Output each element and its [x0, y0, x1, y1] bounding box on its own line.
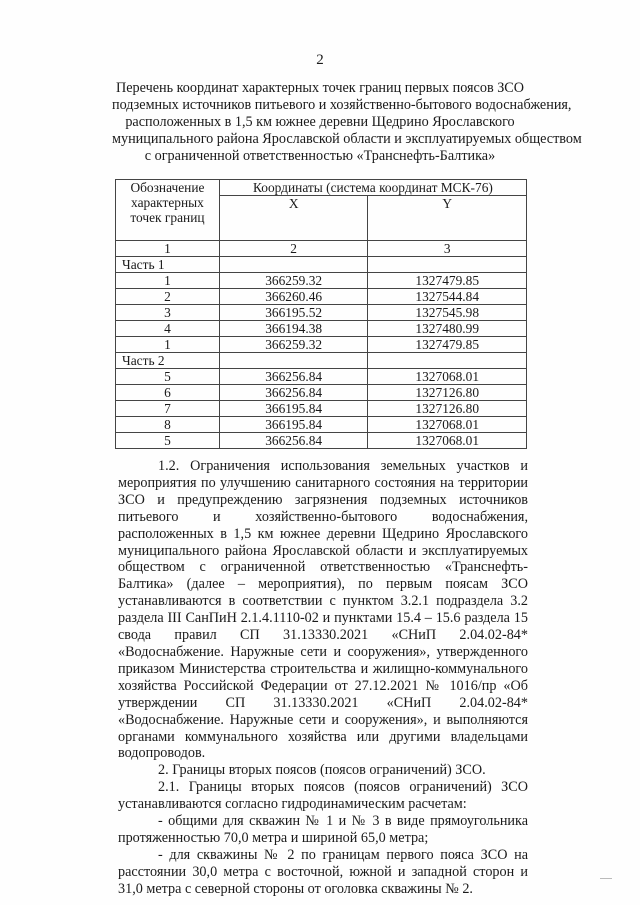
y-value: 1327126.80 [368, 385, 527, 401]
point-id: 2 [116, 289, 220, 305]
table-header-row [116, 180, 527, 196]
part-label: Часть 2 [116, 353, 220, 369]
table-row [116, 289, 527, 305]
header-y: Y [368, 196, 527, 241]
paragraph-2-1: 2.1. Границы вторых поясов (поясов ограничений) ЗСО устанавливаются согласно гидродинамическим расчетам: [118, 779, 528, 813]
table-row [116, 385, 527, 401]
title-line: расположенных в 1,5 км южнее деревни Щедрино Ярославского [125, 114, 515, 130]
scan-mark [600, 878, 612, 879]
table-row [116, 337, 527, 353]
y-value: 1327545.98 [368, 305, 527, 321]
header-x: X [219, 196, 368, 241]
y-value: 1327544.84 [368, 289, 527, 305]
y-value: 1327068.01 [368, 369, 527, 385]
body-text [118, 458, 528, 898]
header-point-designation: Обозначение характерных точек границ [116, 180, 220, 241]
title-line: с ограниченной ответственностью «Транснефть-Балтика» [144, 148, 496, 164]
point-id: 1 [116, 337, 220, 353]
paragraph-2-1-a: - общими для скважин № 1 и № 3 в виде прямоугольника протяженностью 70,0 метра и шириной 65,0 метра; [118, 813, 528, 846]
page-number: 2 [316, 52, 324, 68]
point-id: 6 [116, 385, 220, 401]
table-row [116, 433, 527, 449]
x-value: 366195.84 [219, 401, 368, 417]
coordinates-table [115, 179, 527, 449]
y-value: 1327068.01 [368, 433, 527, 449]
x-value: 366194.38 [219, 321, 368, 337]
point-id: 7 [116, 401, 220, 417]
title-line: Перечень координат характерных точек границ первых поясов ЗСО [115, 80, 525, 96]
paragraph-1-2: 1.2. Ограничения использования земельных участков и мероприятия по улучшению санитарного состояния на территории ЗСО и предупреждению загрязнения подземных источников питьевого и хозяйственно-бытового водоснабжения, расположенных в 1,5 км южнее деревни Щедрино Ярославского муниципального района Ярославской области и эксплуатируемых обществом с ограниченной ответственностью «Транснефть-Балтика» (далее – мероприятия), по первым поясам ЗСО устанавливаются в соответствии с пунктом 3.2.1 подраздела 3.2 раздела III СанПиН 2.1.4.1110-02 и пунктами 15.4 – 15.6 раздела 15 свода правил СП 31.13330.2021 «СНиП 2.04.02-84* «Водоснабжение. Наружные сети и сооружения», утвержденного приказом Министерства строительства и жилищно-коммунального хозяйства Российской Федерации от 27.12.2021 № 1016/пр «Об утверждении СП 31.13330.2021 «СНиП 2.04.02-84* «Водоснабжение. Наружные сети и сооружения», и выполняются органами коммунального хозяйства или другими владельцами водопроводов. [118, 458, 528, 762]
paragraph-2-1-b: - для скважины № 2 по границам первого пояса ЗСО на расстоянии 30,0 метра с восточной, южной и западной сторон и 31,0 метра с северной стороны от оголовка скважины № 2. [118, 846, 528, 897]
table-row [116, 417, 527, 433]
header-coordinates: Координаты (система координат МСК-76) [219, 180, 526, 196]
point-id: 5 [116, 433, 220, 449]
table-row [116, 369, 527, 385]
part-row [116, 257, 527, 273]
y-value: 1327126.80 [368, 401, 527, 417]
x-value: 366195.84 [219, 417, 368, 433]
point-id: 8 [116, 417, 220, 433]
paragraph-2: 2. Границы вторых поясов (поясов ограничений) ЗСО. [158, 762, 486, 779]
table-row [116, 305, 527, 321]
x-value: 366256.84 [219, 433, 368, 449]
column-number-row [116, 241, 527, 257]
document-title [112, 80, 582, 165]
table-row [116, 401, 527, 417]
x-value: 366260.46 [219, 289, 368, 305]
title-line: подземных источников питьевого и хозяйственно-бытового водоснабжения, [112, 97, 572, 113]
point-id: 3 [116, 305, 220, 321]
x-value: 366259.32 [219, 337, 368, 353]
x-value: 366259.32 [219, 273, 368, 289]
column-number: 1 [116, 241, 220, 257]
y-value: 1327068.01 [368, 417, 527, 433]
y-value: 1327480.99 [368, 321, 527, 337]
table-row [116, 273, 527, 289]
x-value: 366256.84 [219, 369, 368, 385]
point-id: 5 [116, 369, 220, 385]
title-line: муниципального района Ярославской области и эксплуатируемых обществом [112, 131, 582, 147]
x-value: 366195.52 [219, 305, 368, 321]
table-row [116, 321, 527, 337]
column-number: 3 [368, 241, 527, 257]
column-number: 2 [219, 241, 368, 257]
point-id: 4 [116, 321, 220, 337]
part-label: Часть 1 [116, 257, 220, 273]
point-id: 1 [116, 273, 220, 289]
part-row [116, 353, 527, 369]
x-value: 366256.84 [219, 385, 368, 401]
y-value: 1327479.85 [368, 273, 527, 289]
y-value: 1327479.85 [368, 337, 527, 353]
